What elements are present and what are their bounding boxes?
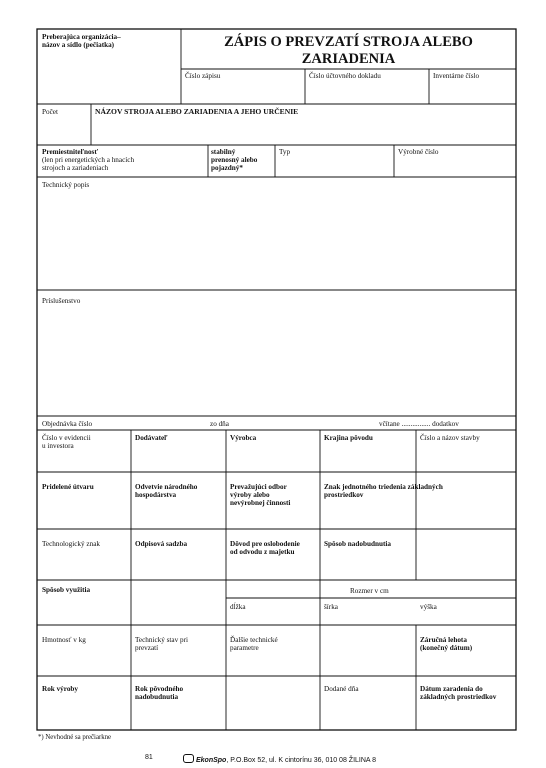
cislo-uctovneho-dokladu-label: Číslo účtovného dokladu <box>309 72 381 80</box>
pridelene-utvaru-label: Pridelené útvaru <box>42 483 94 491</box>
prislusenstvo-label: Príslušenstvo <box>42 297 81 305</box>
footnote: *) Nevhodné sa prečiarkne <box>38 734 112 741</box>
pojazdny-label: pojazdný* <box>211 164 243 172</box>
technicky-stav-line2: prevzatí <box>135 644 159 652</box>
rok-povodneho-line1: Rok pôvodného <box>135 685 184 693</box>
rozmer-label: Rozmer v cm <box>350 587 389 595</box>
dodavatel-label: Dodávateľ <box>135 434 168 442</box>
stabilny-label: stabilný <box>211 148 236 156</box>
dalsie-parametre-line2: parametre <box>230 644 259 652</box>
objednavka-cislo-label: Objednávka číslo <box>42 420 93 428</box>
rok-vyroby-label: Rok výroby <box>42 685 79 693</box>
cislo-zapisu-label: Číslo zápisu <box>185 72 221 80</box>
zo-dna-label: zo dňa <box>210 420 229 428</box>
cislo-v-evidencii-label: Číslo v evidencii <box>42 434 91 442</box>
publisher-logo-text: EkonSpo <box>196 757 227 764</box>
dlzka-label: dĺžka <box>230 603 246 611</box>
publisher-address: , P.O.Box 52, ul. K cintorínu 36, 010 08 ŽILINA 8 <box>226 757 377 764</box>
prevazujuci-odbor-line3: nevýrobnej činnosti <box>230 499 291 507</box>
vcitane-dodatkov-label: včítane ................ dodatkov <box>379 420 459 428</box>
rok-povodneho-line2: nadobudnutia <box>135 693 179 701</box>
prenosny-label: prenosný alebo <box>211 156 258 164</box>
dodane-dna-label: Dodané dňa <box>324 685 359 693</box>
vyska-label: výška <box>420 603 437 611</box>
odvetvie-line1: Odvetvie národného <box>135 483 198 491</box>
krajina-povodu-label: Krajina pôvodu <box>324 434 373 442</box>
znak-triedenia-line2: prostriedkov <box>324 491 364 499</box>
org-label-line2: názov a sídlo (pečiatka) <box>42 41 115 49</box>
zarucna-lehota-line2: (konečný dátum) <box>420 644 473 652</box>
org-label-line1: Preberajúca organizácia– <box>42 33 121 41</box>
sirka-label: šírka <box>324 603 338 611</box>
sposob-nadobudnutia-label: Spôsob nadobudnutia <box>324 540 391 548</box>
znak-triedenia-line1: Znak jednotného triedenia základných <box>324 483 443 491</box>
premiestnitelnost-sub2: strojoch a zariadeniach <box>42 164 109 172</box>
publisher-line <box>183 754 376 764</box>
odpisova-sadzba-label: Odpisová sadzba <box>135 540 188 548</box>
sposob-vyuzitia-label: Spôsob využitia <box>42 586 91 594</box>
u-investora-label: u investora <box>42 442 74 450</box>
form-title-line1: ZÁPIS O PREVZATÍ STROJA ALEBO <box>224 34 473 50</box>
technicky-popis-label: Technický popis <box>42 181 90 189</box>
vyrobne-cislo-label: Výrobné číslo <box>398 148 439 156</box>
dovod-oslobodenie-line1: Dôvod pre oslobodenie <box>230 540 300 548</box>
datum-zaradenia-line1: Dátum zaradenia do <box>420 685 483 693</box>
typ-label: Typ <box>279 148 291 156</box>
inventarne-cislo-label: Inventárne číslo <box>433 72 480 80</box>
datum-zaradenia-line2: základných prostriedkov <box>420 693 497 701</box>
dalsie-parametre-line1: Ďalšie technické <box>230 636 278 644</box>
page-number: 81 <box>145 754 153 761</box>
dovod-oslobodenie-line2: od odvodu z majetku <box>230 548 295 556</box>
premiestnitelnost-sub1: (len pri energetických a hnacích <box>42 156 135 164</box>
technologicky-znak-label: Technologický znak <box>42 540 100 548</box>
zarucna-lehota-line1: Záručná lehota <box>420 636 467 644</box>
nazov-stroja-label: NÁZOV STROJA ALEBO ZARIADENIA A JEHO URČENIE <box>95 107 299 116</box>
pocet-label: Počet <box>42 108 58 116</box>
premiestnitelnost-label: Premiestniteľnosť <box>42 148 99 156</box>
prevazujuci-odbor-line1: Prevažujúci odbor <box>230 483 287 491</box>
form-title-line2: ZARIADENIA <box>301 51 396 67</box>
publisher-logo-icon <box>183 754 194 763</box>
prevazujuci-odbor-line2: výroby alebo <box>230 491 270 499</box>
technicky-stav-line1: Technický stav pri <box>135 636 188 644</box>
cislo-nazov-stavby-label: Číslo a názov stavby <box>420 434 480 442</box>
vyrobca-label: Výrobca <box>230 434 257 442</box>
hmotnost-label: Hmotnosť v kg <box>42 636 86 644</box>
odvetvie-line2: hospodárstva <box>135 491 177 499</box>
